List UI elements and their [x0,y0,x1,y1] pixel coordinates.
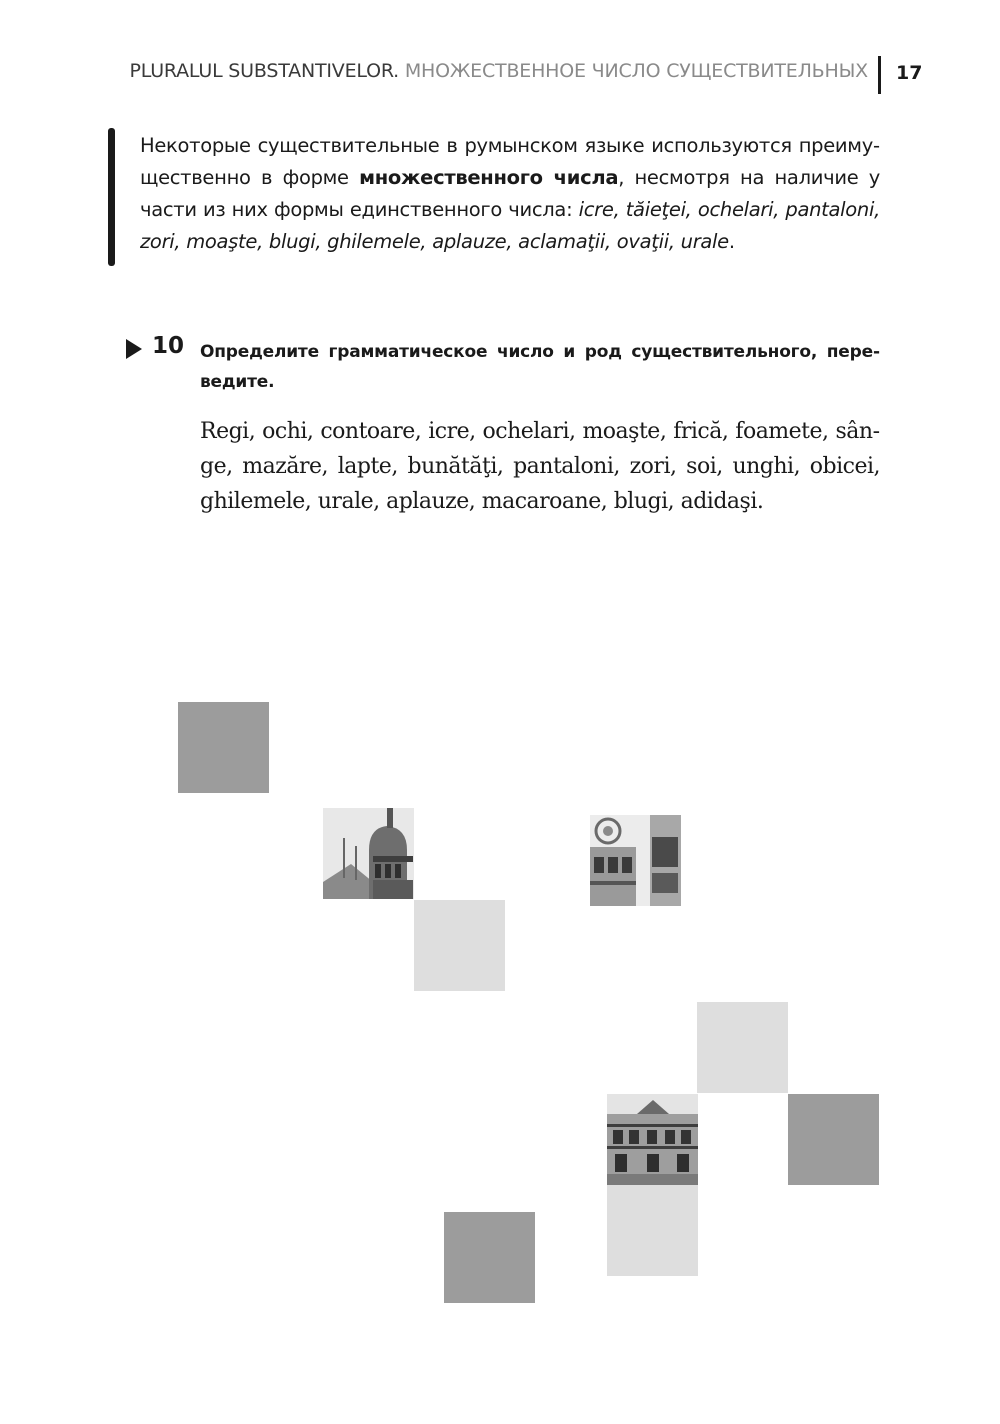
exercise-number: 10 [152,333,185,359]
exercise-word-list: Regi, ochi, contoare, icre, ochelari, moaşte, frică, foamete, sânge, mazăre, lapte, bunătăţi, pantaloni, zori, soi, unghi, obicei, ghilemele, urale, aplauze, macaroane, blugi, adidaşi. [200,419,880,514]
header-divider [878,56,881,94]
decor-square-light [697,1002,788,1093]
building-facade-photo [590,815,681,906]
decor-square-light [414,900,505,991]
note-end: . [728,230,735,253]
note-bold-term: множественного числа [359,166,619,189]
header-title-romanian: PLURALUL SUBSTANTIVELOR. [129,60,400,82]
decor-square-dark [178,702,269,793]
running-header [0,60,868,82]
note-text-2: , несмотря на наличие у части из них формы единственного числа: [140,166,880,221]
half-timbered-castle-photo [607,1094,698,1185]
page-number: 17 [896,62,923,84]
castle-tower-photo [323,808,414,899]
decor-square-light [607,1185,698,1276]
note-side-bar [108,128,115,266]
note-examples: icre, tăieţei, ochelari, pantaloni, zori, moaşte, blugi, ghilemele, aplauze, aclamaţii, ovaţii, urale [140,198,880,253]
exercise-arrow-icon [126,339,142,359]
note-text-1: Некоторые существительные в румынском языке используются преимущественно в форме [140,134,880,189]
header-title-russian: МНОЖЕСТВЕННОЕ ЧИСЛО СУЩЕСТВИТЕЛЬНЫХ [404,60,868,82]
decor-square-dark [788,1094,879,1185]
grammar-note [140,130,880,258]
decor-square-dark [444,1212,535,1303]
exercise-instruction: Определите грамматическое число и род существительного, переведите. [200,342,880,392]
